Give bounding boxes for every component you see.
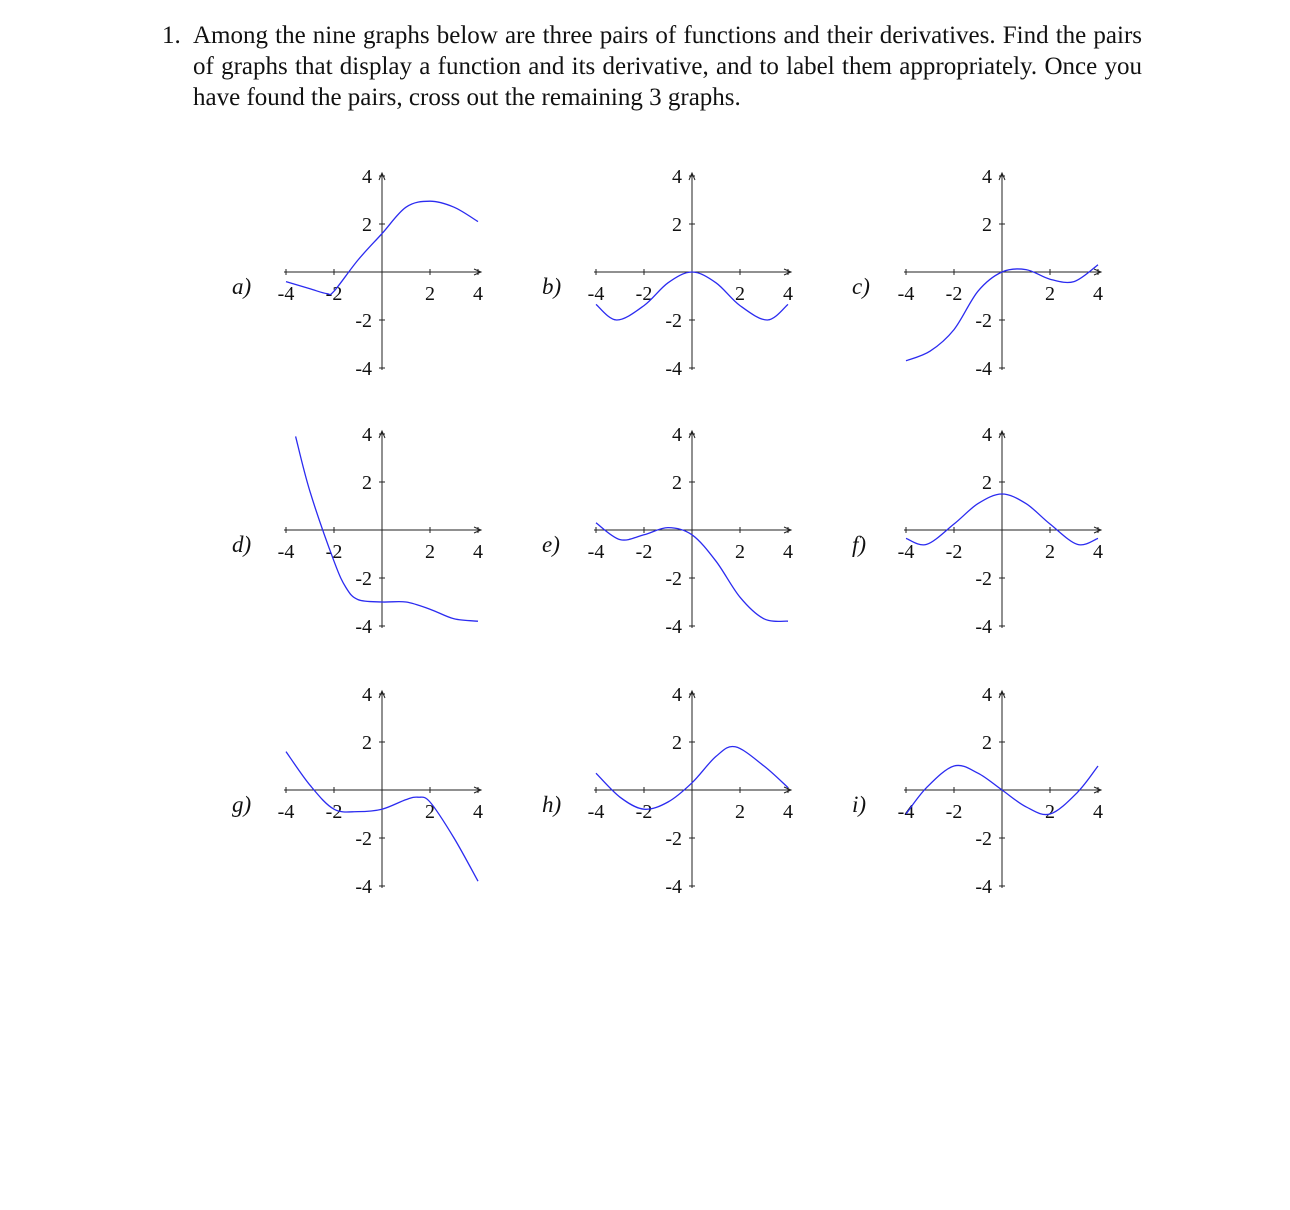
y-tick-label: 2 [982,472,992,494]
y-tick-label: 4 [982,166,992,188]
x-tick-label: -2 [945,283,963,305]
x-tick-label: 4 [1093,541,1103,563]
graph-label: h) [542,792,562,817]
y-tick-label: -2 [975,310,992,332]
graph-label: i) [852,792,867,817]
y-tick-label: 4 [672,424,682,446]
graph-label: a) [232,274,252,299]
graph-panel-9 [852,684,1103,898]
x-tick-label: -2 [635,283,653,305]
y-tick-label: 2 [982,732,992,754]
x-tick-label: 4 [473,283,483,305]
y-tick-label: 4 [362,424,372,446]
x-tick-label: -2 [635,801,653,823]
y-tick-label: -2 [975,828,992,850]
x-tick-label: 2 [1045,541,1055,563]
y-tick-label: -2 [665,828,682,850]
y-tick-label: 4 [672,684,682,706]
y-tick-label: 4 [362,166,372,188]
y-tick-label: -4 [355,876,372,898]
x-tick-label: -2 [325,541,343,563]
y-tick-label: 4 [982,424,992,446]
x-tick-label: -4 [277,283,295,305]
graph-panel-6 [852,424,1103,638]
x-tick-label: 2 [1045,283,1055,305]
y-tick-label: -2 [355,310,372,332]
y-tick-label: -4 [665,358,682,380]
x-tick-label: 2 [425,801,435,823]
y-tick-label: 2 [362,472,372,494]
graph-label: d) [232,532,252,557]
x-tick-label: -4 [897,801,915,823]
y-tick-label: -4 [665,616,682,638]
x-tick-label: 4 [473,541,483,563]
x-tick-label: -4 [587,541,605,563]
x-tick-label: -2 [325,283,343,305]
graph-panel-7 [232,684,483,898]
graph-label: c) [852,274,870,299]
x-tick-label: 4 [1093,283,1103,305]
y-tick-label: -2 [665,310,682,332]
x-tick-label: 2 [735,801,745,823]
graph-panel-1 [232,166,483,380]
y-tick-label: -4 [975,876,992,898]
y-tick-label: 2 [982,214,992,236]
x-tick-label: 4 [783,801,793,823]
x-tick-label: 4 [473,801,483,823]
y-tick-label: 4 [362,684,372,706]
y-tick-label: -4 [665,876,682,898]
graph-label: g) [232,792,252,817]
graph-label: e) [542,532,560,557]
y-tick-label: -4 [355,358,372,380]
y-tick-label: 2 [672,732,682,754]
y-tick-label: -2 [355,828,372,850]
x-tick-label: 2 [735,541,745,563]
y-tick-label: 4 [982,684,992,706]
problem-number: 1. [162,22,181,49]
y-tick-label: 2 [672,214,682,236]
y-tick-label: -2 [355,568,372,590]
x-tick-label: 2 [1045,801,1055,823]
graph-label: f) [852,532,867,557]
y-tick-label: 4 [672,166,682,188]
x-tick-label: -2 [635,541,653,563]
x-tick-label: -4 [277,541,295,563]
x-tick-label: -4 [897,541,915,563]
y-tick-label: 2 [672,472,682,494]
graph-panel-4 [232,424,483,638]
y-tick-label: -4 [355,616,372,638]
x-tick-label: -2 [945,801,963,823]
graph-panel-3 [852,166,1103,380]
graph-label: b) [542,274,562,299]
x-tick-label: 2 [425,541,435,563]
y-tick-label: -4 [975,358,992,380]
graph-panel-8 [542,684,793,898]
y-tick-label: -2 [975,568,992,590]
function-curve [296,436,478,621]
x-tick-label: 4 [783,541,793,563]
x-tick-label: -4 [277,801,295,823]
x-tick-label: -4 [587,283,605,305]
graph-panel-2 [542,166,793,380]
y-tick-label: 2 [362,214,372,236]
x-tick-label: 4 [1093,801,1103,823]
x-tick-label: -2 [945,541,963,563]
y-tick-label: -4 [975,616,992,638]
x-tick-label: -4 [587,801,605,823]
x-tick-label: 4 [783,283,793,305]
problem-text: Among the nine graphs below are three pairs of functions and their derivatives. Find the pairs of graphs that display a function and its derivative, and to label them appropriately. Once you have found the pairs, cross out the remaining 3 graphs. [193,22,1142,111]
x-tick-label: 2 [735,283,745,305]
y-tick-label: 2 [362,732,372,754]
y-tick-label: -2 [665,568,682,590]
graph-panel-5 [542,424,793,638]
x-tick-label: 2 [425,283,435,305]
x-tick-label: -2 [325,801,343,823]
x-tick-label: -4 [897,283,915,305]
